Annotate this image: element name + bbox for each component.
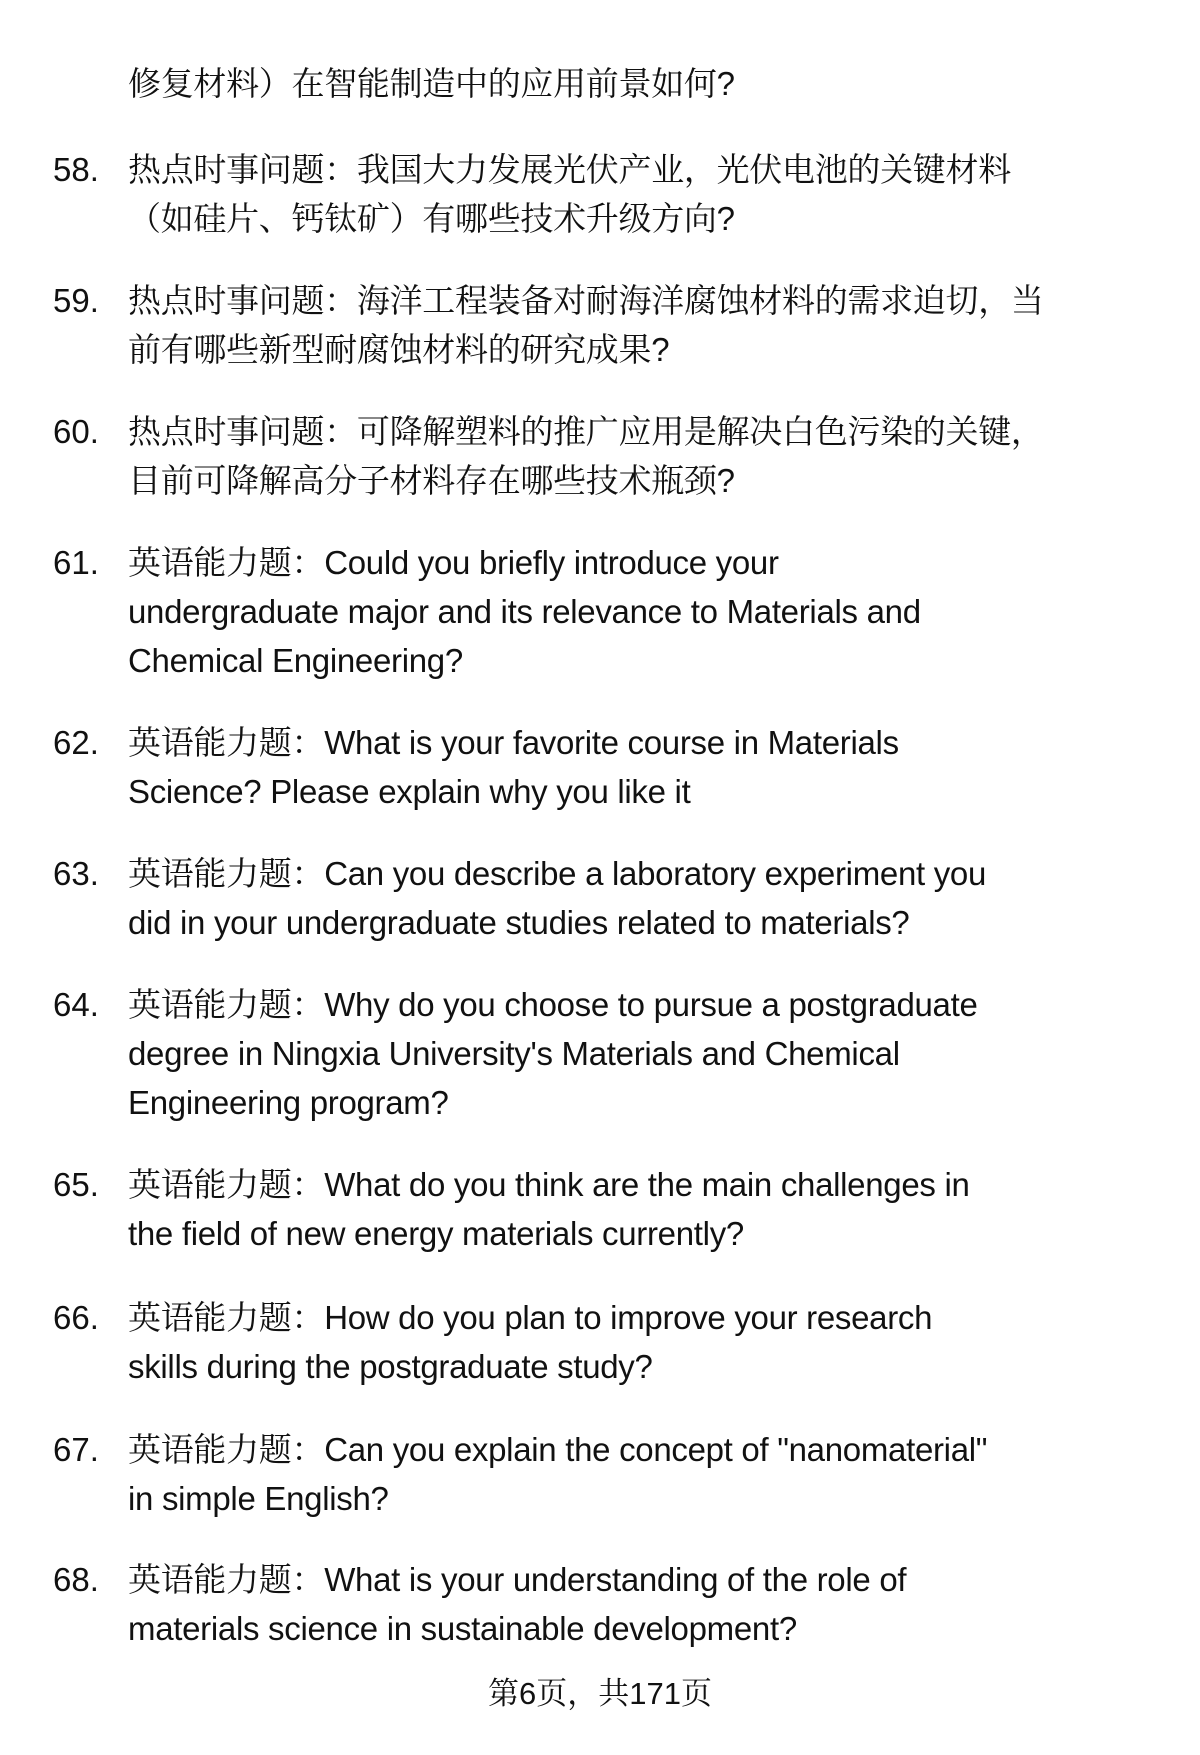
question-text-line: 英语能力题：Why do you choose to pursue a postgraduate <box>128 986 978 1023</box>
question-text-line: 英语能力题：What is your favorite course in Materials <box>128 724 899 761</box>
question-text-line: 热点时事问题：海洋工程装备对耐海洋腐蚀材料的需求迫切，当 <box>128 282 1044 319</box>
question-text-line: Science? Please explain why you like it <box>128 773 691 810</box>
question-text-line: 热点时事问题：我国大力发展光伏产业，光伏电池的关键材料 <box>128 151 1011 188</box>
question-text-line: 前有哪些新型耐腐蚀材料的研究成果? <box>128 331 670 368</box>
question-text-line: undergraduate major and its relevance to Materials and <box>128 593 921 630</box>
question-text <box>128 718 899 816</box>
question-text <box>128 1425 987 1523</box>
question-number: 63. <box>53 855 99 892</box>
question-text-line: skills during the postgraduate study? <box>128 1348 653 1385</box>
question-number: 67. <box>53 1431 99 1468</box>
question-number: 65. <box>53 1166 99 1203</box>
question-text-line: 目前可降解高分子材料存在哪些技术瓶颈? <box>128 462 735 499</box>
question-text-line: 英语能力题：How do you plan to improve your research <box>128 1299 933 1336</box>
question-text-line: 修复材料）在智能制造中的应用前景如何? <box>128 65 735 102</box>
question-text-line: Engineering program? <box>128 1084 449 1121</box>
question-text <box>128 980 978 1127</box>
question-text <box>128 276 1044 374</box>
question-number: 64. <box>53 986 99 1023</box>
question-text-line: the field of new energy materials currently? <box>128 1215 744 1252</box>
question-text-line: 英语能力题：What do you think are the main challenges in <box>128 1166 970 1203</box>
question-text-line: 英语能力题：Can you explain the concept of "nanomaterial" <box>128 1431 988 1468</box>
question-number: 66. <box>53 1299 99 1336</box>
question-number: 61. <box>53 544 99 581</box>
question-text <box>128 849 986 947</box>
question-text <box>128 1293 932 1391</box>
question-text-line: Chemical Engineering? <box>128 642 463 679</box>
page-number-footer: 第6页，共171页 <box>488 1676 712 1711</box>
question-text-line: （如硅片、钙钛矿）有哪些技术升级方向? <box>128 200 735 237</box>
question-text <box>128 538 921 685</box>
question-text-line: 英语能力题：Can you describe a laboratory experiment you <box>128 855 987 892</box>
question-text <box>128 145 1011 243</box>
question-number: 60. <box>53 413 99 450</box>
question-text-line: 英语能力题：Could you briefly introduce your <box>128 544 779 581</box>
question-text <box>128 1555 906 1653</box>
question-number: 58. <box>53 151 99 188</box>
question-text <box>128 407 1044 505</box>
question-number: 62. <box>53 724 99 761</box>
question-text-line: 英语能力题：What is your understanding of the role of <box>128 1561 907 1598</box>
question-text-line: degree in Ningxia University's Materials and Chemical <box>128 1035 900 1072</box>
question-number: 59. <box>53 282 99 319</box>
question-text-line: 热点时事问题：可降解塑料的推广应用是解决白色污染的关键， <box>128 413 1044 450</box>
question-text-line: did in your undergraduate studies related to materials? <box>128 904 910 941</box>
question-text <box>128 1160 970 1258</box>
question-number: 68. <box>53 1561 99 1598</box>
question-text-line: materials science in sustainable development? <box>128 1610 797 1647</box>
question-text-line: in simple English? <box>128 1480 389 1517</box>
